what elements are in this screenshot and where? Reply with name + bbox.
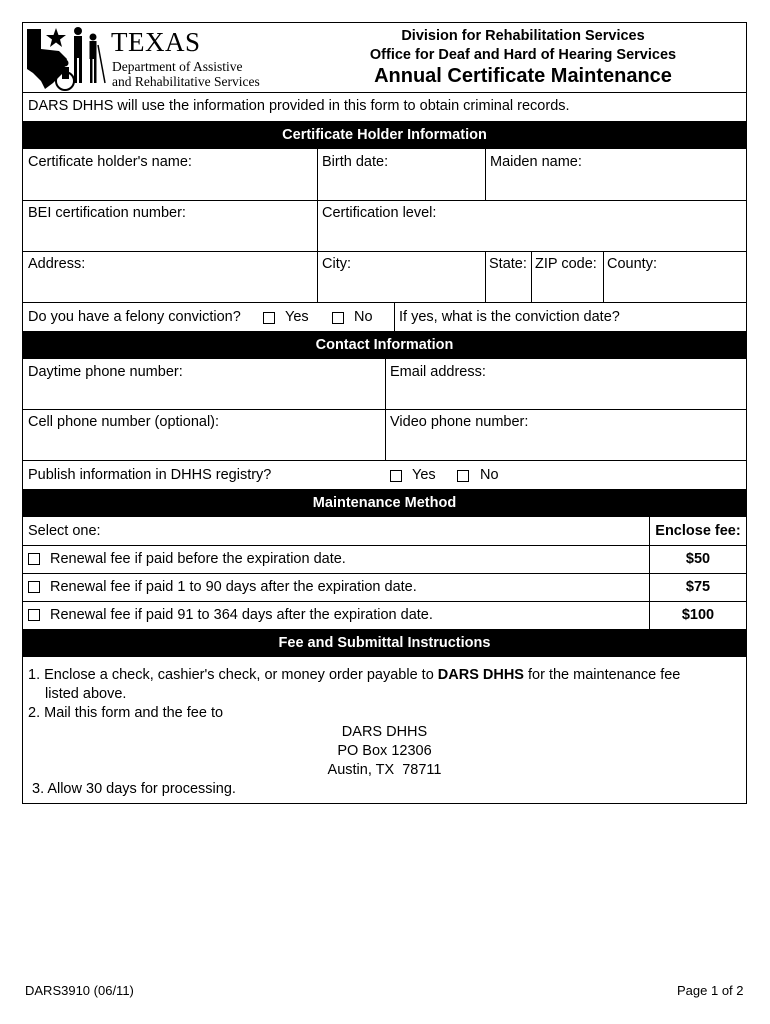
- dars-logo: [23, 23, 273, 93]
- mailing-address-line-3: Austin, TX 78711: [327, 762, 442, 778]
- felony-no-checkbox[interactable]: [332, 312, 344, 324]
- form-title: Annual Certificate Maintenance: [374, 65, 672, 87]
- criminal-records-notice: DARS DHHS will use the information provided in this form to obtain criminal records.: [28, 98, 570, 114]
- option-renewal-91-364-checkbox[interactable]: [28, 609, 40, 621]
- section-certificate-holder: Certificate Holder Information: [23, 121, 746, 149]
- felony-question: Do you have a felony conviction?: [28, 309, 241, 325]
- felony-no-label: No: [354, 309, 373, 325]
- instruction-step-2: 2. Mail this form and the fee to: [28, 705, 224, 721]
- publish-no-checkbox[interactable]: [457, 470, 469, 482]
- logo-texas-text: TEXAS: [111, 27, 201, 57]
- city-label: City:: [322, 256, 351, 272]
- select-one-label: Select one:: [28, 523, 101, 539]
- publish-yes-checkbox[interactable]: [390, 470, 402, 482]
- enclose-fee-header: Enclose fee:: [655, 523, 741, 539]
- video-phone-label: Video phone number:: [390, 414, 529, 430]
- office-title: Office for Deaf and Hard of Hearing Services: [369, 47, 677, 63]
- daytime-phone-label: Daytime phone number:: [28, 364, 183, 380]
- mailing-address-line-2: PO Box 12306: [337, 743, 432, 759]
- option-renewal-91-364-fee: $100: [681, 607, 715, 623]
- section-maintenance: Maintenance Method: [23, 489, 746, 517]
- maiden-name-label: Maiden name:: [490, 154, 582, 170]
- section-instructions: Fee and Submittal Instructions: [23, 629, 746, 657]
- option-renewal-1-90-label: Renewal fee if paid 1 to 90 days after the expiration date.: [50, 579, 417, 595]
- option-renewal-before-checkbox[interactable]: [28, 553, 40, 565]
- division-title: Division for Rehabilitation Services: [401, 28, 645, 44]
- certificate-holder-name-label: Certificate holder's name:: [28, 154, 192, 170]
- birth-date-label: Birth date:: [322, 154, 389, 170]
- felony-yes-checkbox[interactable]: [263, 312, 275, 324]
- email-address-label: Email address:: [390, 364, 486, 380]
- option-renewal-1-90-fee: $75: [685, 579, 711, 595]
- option-renewal-91-364-label: Renewal fee if paid 91 to 364 days after the expiration date.: [50, 607, 433, 623]
- form-frame: [22, 22, 747, 804]
- page-number: Page 1 of 2: [677, 983, 744, 998]
- cell-phone-label: Cell phone number (optional):: [28, 414, 220, 430]
- section-contact: Contact Information: [23, 331, 746, 359]
- option-renewal-1-90-checkbox[interactable]: [28, 581, 40, 593]
- bei-certification-number-label: BEI certification number:: [28, 205, 186, 221]
- texas-logo-icon: [23, 23, 109, 93]
- county-label: County:: [607, 256, 657, 272]
- option-renewal-before-label: Renewal fee if paid before the expiration date.: [50, 551, 346, 567]
- payee-name: DARS DHHS: [437, 667, 524, 683]
- publish-yes-label: Yes: [412, 467, 436, 483]
- logo-department-text: Department of Assistive and Rehabilitative Services: [112, 59, 260, 89]
- publish-no-label: No: [480, 467, 499, 483]
- certification-level-label: Certification level:: [322, 205, 437, 221]
- conviction-date-label: If yes, what is the conviction date?: [399, 309, 620, 325]
- publish-registry-question: Publish information in DHHS registry?: [28, 467, 272, 483]
- state-label: State:: [489, 256, 527, 272]
- instruction-step-1: 1. Enclose a check, cashier's check, or money order payable to DARS DHHS for the maintenance fee: [28, 667, 681, 683]
- instruction-step-1-continued: listed above.: [45, 686, 127, 702]
- zip-code-label: ZIP code:: [535, 256, 597, 272]
- felony-yes-label: Yes: [285, 309, 309, 325]
- address-label: Address:: [28, 256, 86, 272]
- form-number: DARS3910 (06/11): [25, 983, 134, 998]
- instruction-step-3: 3. Allow 30 days for processing.: [32, 781, 236, 797]
- option-renewal-before-fee: $50: [685, 551, 711, 567]
- mailing-address-line-1: DARS DHHS: [341, 724, 428, 740]
